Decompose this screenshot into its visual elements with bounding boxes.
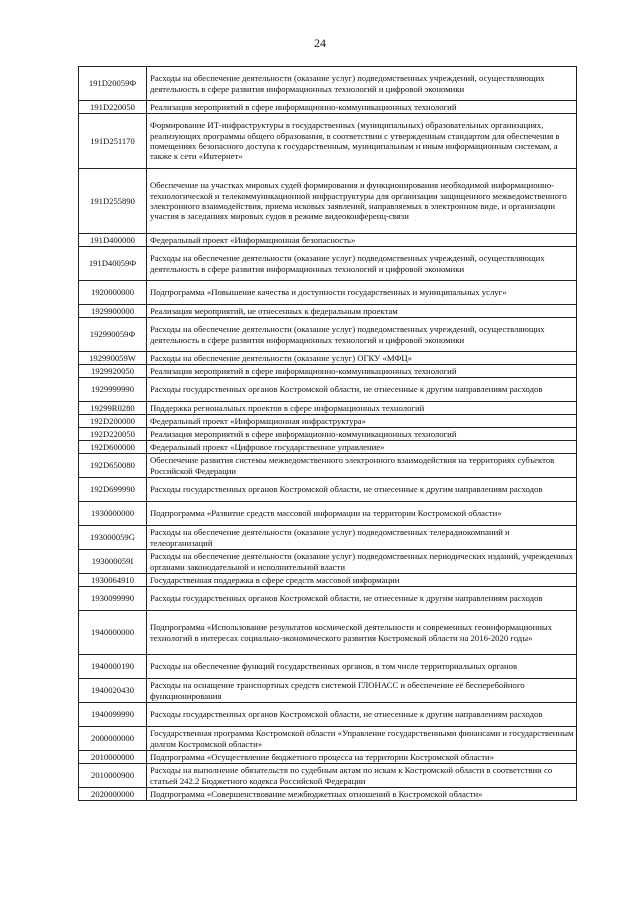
target-code-cell: 191D255890 [79, 169, 147, 234]
target-code-cell: 191D251170 [79, 114, 147, 169]
expense-description-cell: Подпрограмма «Использование результатов космической деятельности и современных геоинформационных технологий в интересах социально-экономического развития Костромской области на 2016-2020 годы» [147, 611, 577, 655]
table-row [79, 574, 577, 587]
table-row [79, 318, 577, 352]
target-code-cell: 1929900000 [79, 305, 147, 318]
expense-description-cell: Подпрограмма «Совершенствование межбюджетных отношений в Костромской области» [147, 788, 577, 801]
table-row [79, 305, 577, 318]
target-code-cell: 192990059Ф [79, 318, 147, 352]
expense-description-cell: Расходы на обеспечение деятельности (оказание услуг) подведомственных учреждений, осуществляющих деятельность в сфере развития информационных технологий и цифровой экономики [147, 247, 577, 281]
table-row [79, 703, 577, 727]
expense-description-cell: Государственная программа Костромской области «Управление государственными финансами и государственным долгом Костромской области» [147, 727, 577, 751]
table-row [79, 378, 577, 402]
target-code-cell: 2020000000 [79, 788, 147, 801]
table-body [79, 67, 577, 801]
table-row [79, 655, 577, 679]
expense-description-cell: Расходы на выполнение обязательств по судебным актам по искам к Костромской области в соответствии со статьей 242.2 Бюджетного кодекса Российской Федерации [147, 764, 577, 788]
table-row [79, 550, 577, 574]
table-row [79, 247, 577, 281]
table-row [79, 281, 577, 305]
expense-description-cell: Подпрограмма «Осуществление бюджетного процесса на территории Костромской области» [147, 751, 577, 764]
table-row [79, 169, 577, 234]
target-code-cell: 1929999990 [79, 378, 147, 402]
target-code-cell: 2000000000 [79, 727, 147, 751]
table-row [79, 788, 577, 801]
target-code-cell: 193000059I [79, 550, 147, 574]
target-code-cell: 2010000000 [79, 751, 147, 764]
table-row [79, 502, 577, 526]
target-code-cell: 1930099990 [79, 587, 147, 611]
table-row [79, 478, 577, 502]
table-row [79, 526, 577, 550]
table-row [79, 611, 577, 655]
table-row [79, 587, 577, 611]
target-code-cell: 191D20059Ф [79, 67, 147, 101]
target-code-cell: 192D220050 [79, 428, 147, 441]
page-number: 24 [314, 36, 326, 50]
expense-description-cell: Расходы государственных органов Костромской области, не отнесенные к другим направлениям расходов [147, 478, 577, 502]
target-code-cell: 191D40059Ф [79, 247, 147, 281]
expense-description-cell: Расходы на обеспечение функций государственных органов, в том числе территориальных органов [147, 655, 577, 679]
target-code-cell: 1929920050 [79, 365, 147, 378]
expense-description-cell: Расходы государственных органов Костромской области, не отнесенные к другим направлениям расходов [147, 378, 577, 402]
table-row [79, 114, 577, 169]
expense-description-cell: Расходы на оснащение транспортных средств системой ГЛОНАСС и обеспечение её бесперебойного функционирования [147, 679, 577, 703]
target-code-cell: 1930000000 [79, 502, 147, 526]
target-code-cell: 192990059W [79, 352, 147, 365]
table-row [79, 679, 577, 703]
target-code-cell: 192D200000 [79, 415, 147, 428]
expense-description-cell: Подпрограмма «Повышение качества и доступности государственных и муниципальных услуг» [147, 281, 577, 305]
target-code-cell: 1940000190 [79, 655, 147, 679]
target-code-cell: 2010000900 [79, 764, 147, 788]
target-code-cell: 191D220050 [79, 101, 147, 114]
target-code-cell: 191D400000 [79, 234, 147, 247]
table-row [79, 365, 577, 378]
target-code-cell: 1920000000 [79, 281, 147, 305]
table-row [79, 428, 577, 441]
table-row [79, 764, 577, 788]
expense-description-cell: Государственная поддержка в сфере средств массовой информации [147, 574, 577, 587]
target-code-cell: 192D650080 [79, 454, 147, 478]
table-row [79, 67, 577, 101]
target-code-cell: 1940020430 [79, 679, 147, 703]
expense-description-cell: Обеспечение развития системы межведомственного электронного взаимодействия на территориях субъектов Российской Федерации [147, 454, 577, 478]
expense-description-cell: Расходы на обеспечение деятельности (оказание услуг) подведомственных учреждений, осуществляющих деятельность в сфере развития информационных технологий и цифровой экономики [147, 67, 577, 101]
expense-description-cell: Расходы на обеспечение деятельности (оказание услуг) подведомственных учреждений, осуществляющих деятельность в сфере развития информационных технологий и цифровой экономики [147, 318, 577, 352]
expense-description-cell: Реализация мероприятий в сфере информационно-коммуникационных технологий [147, 365, 577, 378]
target-code-cell: 193000059G [79, 526, 147, 550]
table-row [79, 415, 577, 428]
expense-description-cell: Расходы на обеспечение деятельности (оказание услуг) подведомственных периодических изданий, учрежденных органами законодательной и исполнительной власти [147, 550, 577, 574]
table-row [79, 454, 577, 478]
expense-description-cell: Расходы на обеспечение деятельности (оказание услуг) ОГКУ «МФЦ» [147, 352, 577, 365]
expense-description-cell: Поддержка региональных проектов в сфере информационных технологий [147, 402, 577, 415]
expense-description-cell: Федеральный проект «Информационная инфраструктура» [147, 415, 577, 428]
expense-description-cell: Реализация мероприятий в сфере информационно-коммуникационных технологий [147, 101, 577, 114]
expense-description-cell: Подпрограмма «Развитие средств массовой информации на территории Костромской области» [147, 502, 577, 526]
expense-description-cell: Федеральный проект «Цифровое государственное управление» [147, 441, 577, 454]
target-code-cell: 1930064910 [79, 574, 147, 587]
target-code-cell: 1940000000 [79, 611, 147, 655]
expense-description-cell: Расходы на обеспечение деятельности (оказание услуг) подведомственных телерадиокомпаний и телеорганизаций [147, 526, 577, 550]
table-row [79, 727, 577, 751]
table-row [79, 441, 577, 454]
expense-description-cell: Реализация мероприятий, не отнесенных к федеральным проектам [147, 305, 577, 318]
expense-description-cell: Расходы государственных органов Костромской области, не отнесенные к другим направлениям расходов [147, 587, 577, 611]
expense-description-cell: Формирование ИТ-инфраструктуры в государственных (муниципальных) образовательных организациях, реализующих программы общего образования, в соответствии с утвержденным стандартом для обеспечения в помещениях безопасного доступа к государственным, муниципальным и иным информационным системам, а также к сети «Интернет» [147, 114, 577, 169]
target-code-cell: 19299R0280 [79, 402, 147, 415]
expense-description-cell: Реализация мероприятий в сфере информационно-коммуникационных технологий [147, 428, 577, 441]
target-code-cell: 192D699990 [79, 478, 147, 502]
table-row [79, 352, 577, 365]
table-row [79, 402, 577, 415]
budget-classification-table [78, 66, 577, 801]
expense-description-cell: Расходы государственных органов Костромской области, не отнесенные к другим направлениям расходов [147, 703, 577, 727]
target-code-cell: 192D600000 [79, 441, 147, 454]
target-code-cell: 1940099990 [79, 703, 147, 727]
expense-description-cell: Федеральный проект «Информационная безопасность» [147, 234, 577, 247]
table-row [79, 234, 577, 247]
table-row [79, 101, 577, 114]
table-row [79, 751, 577, 764]
expense-description-cell: Обеспечение на участках мировых судей формирования и функционирования необходимой информационно-технологической и телекоммуникационной инфраструктуры для организации защищенного межведомственного электронного взаимодействия, приема исковых заявлений, направляемых в электронном виде, и организации участия в заседаниях мировых судов в режиме видеоконференц-связи [147, 169, 577, 234]
